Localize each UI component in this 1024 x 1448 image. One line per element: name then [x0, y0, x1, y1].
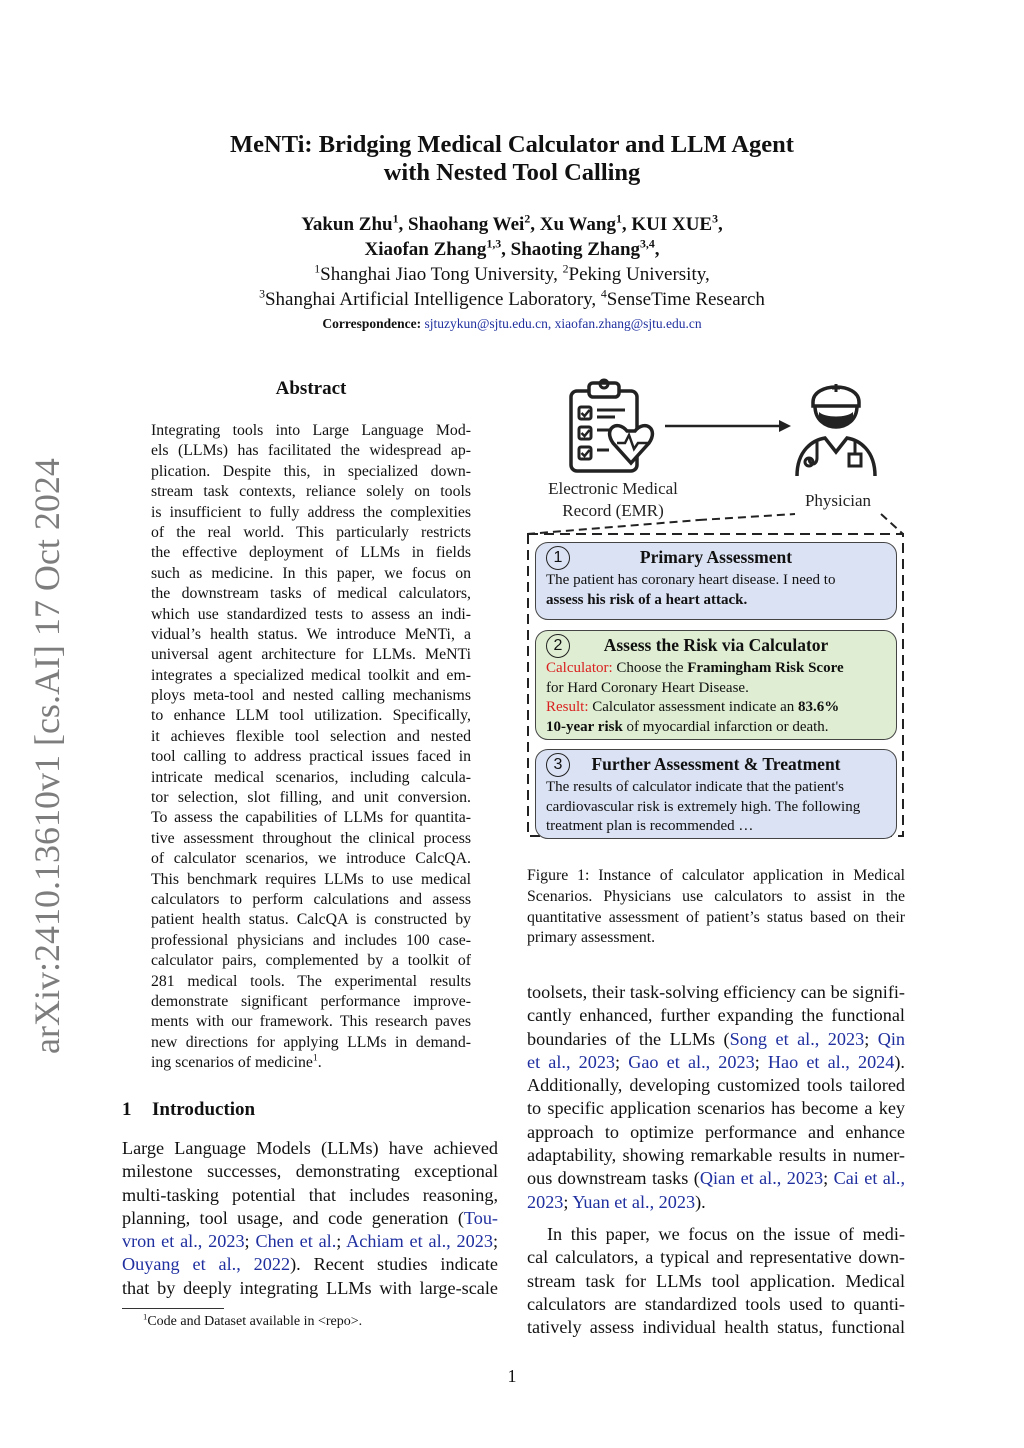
body-line: [527, 1167, 905, 1190]
body-line: cal calculators, a typical and representative down-: [527, 1247, 905, 1268]
card-result-line: [546, 698, 886, 718]
body-line: [122, 1207, 498, 1230]
step-number: 3: [546, 753, 570, 777]
body-line: [122, 1253, 498, 1276]
body-line: to specific application scenarios has become a key: [527, 1098, 905, 1119]
citation-link[interactable]: Gao et al., 2023: [628, 1051, 755, 1072]
body-line: milestone successes, demonstrating exceptional: [122, 1161, 498, 1182]
title-line-2: with Nested Tool Calling: [383, 159, 641, 186]
author-name: Xu Wang: [539, 214, 616, 235]
body-line: [527, 1191, 905, 1214]
physician-label: Physician: [804, 491, 872, 510]
author-name: Shaohang Wei: [408, 214, 525, 235]
abstract-line: ing scenarios of medicine$^1$.: [151, 1052, 322, 1072]
result-label: Result:: [546, 699, 589, 715]
card-text: The patient has coronary heart disease. I need to: [546, 572, 836, 588]
citation-link[interactable]: Achiam et al., 2023: [346, 1231, 493, 1252]
card-text-bold: Framingham Risk Score: [687, 660, 844, 676]
body-line: [122, 1230, 498, 1253]
abstract-line: professional physicians and includes 100 case-: [151, 931, 471, 949]
citation-link[interactable]: Qian et al., 2023: [699, 1168, 824, 1189]
abstract-line: To assess the capabilities of LLMs for quantita-: [151, 809, 471, 827]
calculator-risk-card: [535, 630, 897, 740]
abstract-line: stream task contexts, reliance solely on tools: [151, 483, 471, 501]
correspondence-label: Correspondence:: [322, 316, 422, 331]
card-text: for Hard Coronary Heart Disease.: [546, 679, 749, 696]
body-text: ;: [754, 1051, 768, 1072]
abstract-line: the effective deployment of LLMs in fields: [151, 544, 471, 562]
card-text: treatment plan is recommended …: [546, 818, 754, 834]
intro-right-column: [527, 981, 905, 1214]
abstract-line: 281 medical tools. The experimental results: [151, 972, 471, 990]
abstract-line: calculator pairs, complemented by a toolkit of: [151, 952, 471, 970]
body-line: cantly enhanced, further expanding the functional: [527, 1005, 905, 1026]
author-affil-sup: 1,3: [486, 237, 502, 251]
figure-caption: [527, 866, 905, 949]
step-number: 1: [546, 546, 570, 570]
paper-title: [0, 131, 1024, 187]
affiliation: Shanghai Jiao Tong University: [320, 264, 554, 285]
citation-link[interactable]: Song et al., 2023: [729, 1028, 865, 1049]
body-line: [527, 1028, 905, 1051]
citation-link[interactable]: Cai et al.,: [833, 1168, 905, 1189]
abstract-heading: Abstract: [275, 378, 347, 399]
body-text: ;: [336, 1231, 347, 1252]
card-title: Assess the Risk via Calculator: [603, 635, 829, 655]
card-text: Calculator assessment indicate an: [588, 699, 799, 715]
author-affil-sup: 2: [524, 212, 531, 226]
abstract-line: of calculator scenarios, we introduce CalcQA.: [151, 850, 471, 868]
abstract-line: such as medicine. In this paper, we focus on: [151, 564, 471, 582]
citation-link[interactable]: 2023: [527, 1191, 564, 1212]
abstract-line: new directions for applying LLMs in demand-: [151, 1033, 471, 1051]
card-title: Primary Assessment: [639, 547, 793, 567]
abstract-line: of the real world. This particularly restricts: [151, 523, 471, 541]
body-line: approach to optimize performance and enhance: [527, 1121, 905, 1142]
caption-line: primary assessment.: [527, 929, 656, 947]
citation-link[interactable]: Tou-: [463, 1207, 498, 1228]
body-line: [527, 1051, 905, 1074]
abstract-line: demonstrate significant performance improve-: [151, 992, 471, 1010]
body-text: ous downstream tasks (: [527, 1168, 700, 1189]
abstract-line: to enhance LLM tool utilization. Specifically,: [151, 707, 471, 725]
abstract-line: calculators to perform calculations and assess: [151, 890, 471, 908]
step-number: 2: [546, 634, 570, 658]
further-assessment-card: [535, 749, 897, 839]
title-line-1: MeNTi: Bridging Medical Calculator and LLM Agent: [230, 131, 794, 158]
card-text: of myocardial infarction or death.: [622, 718, 829, 735]
abstract-line: integrates a specialized medical toolkit and em-: [151, 666, 471, 684]
card-text: cardiovascular risk is extremely high. The following: [546, 798, 861, 815]
citation-link[interactable]: vron et al., 2023: [122, 1231, 245, 1252]
body-text: boundaries of the LLMs (: [527, 1028, 730, 1049]
footnote-text: Code and Dataset available in <repo>.: [147, 1314, 363, 1329]
correspondence-emails[interactable]: sjtuzykun@sjtu.edu.cn, xiaofan.zhang@sjtu.edu.cn: [424, 316, 702, 331]
card-title: Further Assessment & Treatment: [591, 754, 841, 774]
body-text: ).: [894, 1051, 905, 1072]
body-text: ).: [695, 1191, 706, 1212]
emr-label-line: Electronic Medical: [548, 479, 678, 498]
abstract-line: the downstream tasks of medical calculators,: [151, 585, 471, 603]
affiliation: SenseTime Research: [606, 289, 765, 310]
body-text: ;: [563, 1191, 573, 1212]
calculator-label: Calculator:: [546, 660, 613, 676]
body-line: adaptability, showing remarkable results in numer-: [527, 1145, 905, 1166]
correspondence: [0, 316, 1024, 332]
abstract-line: intricate medical scenarios, including calcula-: [151, 768, 471, 786]
author-affil-sup: 1: [615, 212, 622, 226]
author-affil-sup: 3,4: [640, 237, 655, 251]
body-line: stream task for LLMs tool application. Medical: [527, 1270, 905, 1291]
body-line: calculators are standardized tools used to quanti-: [527, 1293, 905, 1314]
abstract-line: patient health status. CalcQA is constructed by: [151, 911, 471, 929]
body-line: multi-tasking potential that includes reasoning,: [122, 1184, 498, 1205]
page-number: 1: [507, 1366, 517, 1386]
body-text: ). Recent studies indicate: [290, 1254, 498, 1275]
footnote-ref[interactable]: 1: [312, 1052, 318, 1064]
abstract-line: Integrating tools into Large Language Mod-: [151, 422, 471, 439]
card-text: The results of calculator indicate that the patient's: [546, 779, 845, 795]
affil-sup: 2: [562, 262, 569, 276]
abstract-body: [151, 421, 471, 1074]
author-name: Xiaofan Zhang: [364, 239, 487, 260]
caption-line: Scenarios. Physicians use calculators to assist in the: [527, 887, 905, 905]
citation-link[interactable]: Yuan et al., 2023: [572, 1191, 696, 1212]
body-line: tatively assess individual health status, functional: [527, 1317, 905, 1338]
citation-link[interactable]: Ouyang et al., 2022: [122, 1254, 291, 1275]
body-text: ;: [615, 1051, 629, 1072]
author-name: Yakun Zhu: [301, 214, 393, 235]
author-name: KUI XUE: [631, 214, 713, 235]
emr-label-line: Record (EMR): [562, 501, 664, 520]
body-line: Large Language Models (LLMs) have achieved: [122, 1138, 498, 1158]
card-text-bold: assess his risk of a heart attack.: [546, 591, 748, 608]
section-heading: [122, 1099, 255, 1121]
citation-link[interactable]: Hao et al., 2024: [767, 1051, 895, 1072]
citation-link[interactable]: Chen et al.: [255, 1231, 337, 1252]
author-name: Shaoting Zhang: [510, 239, 641, 260]
caption-line: quantitative assessment of patient’s status based on their: [527, 908, 905, 926]
abstract-line: it achieves flexible tool selection and nested: [151, 727, 471, 745]
abstract-line: universal agent architecture for LLMs. MeNTi: [151, 646, 471, 664]
affil-sup: 4: [600, 287, 607, 301]
figure-1: [527, 372, 907, 852]
body-text: ;: [823, 1168, 834, 1189]
section-number: 1: [122, 1099, 132, 1120]
abstract-line: plication. Despite this, in specialized down-: [151, 462, 471, 480]
card-text-bold: 10-year risk: [546, 718, 623, 735]
author-affil-sup: 1: [392, 212, 399, 226]
abstract-line: is insufficient to fully address the complexities: [151, 503, 471, 521]
author-list: Yakun Zhu$^1$, Shaohang Wei$^2$, Xu Wang$^1$, KUI XUE$^3$, Xiaofan Zhang$^{1,3}$, Shaoting Zhang$^{3,4}$,: [301, 212, 723, 260]
card-calculator-line: [546, 659, 886, 679]
affil-sup: 1: [314, 262, 321, 276]
abstract-line: This benchmark requires LLMs to use medical: [151, 870, 471, 888]
caption-line: Figure 1: Instance of calculator application in Medical: [527, 867, 905, 884]
arxiv-identifier: arXiv:2410.13610v1 [cs.AI] 17 Oct 2024: [27, 458, 67, 1054]
abstract-line: which use standardized tests to assess an indi-: [151, 605, 471, 623]
intro-left-column: [122, 1137, 498, 1300]
abstract-last-text: ing scenarios of medicine: [151, 1054, 313, 1072]
intro-right-paragraph-2: [527, 1223, 905, 1339]
body-text: ;: [864, 1028, 878, 1049]
body-line: toolsets, their task-solving efficiency can be signifi-: [527, 982, 905, 1002]
footnote: [143, 1311, 363, 1330]
citation-link[interactable]: et al., 2023: [527, 1051, 616, 1072]
abstract-line: ploys meta-tool and nested calling mechanisms: [151, 687, 471, 705]
body-text: ;: [244, 1231, 256, 1252]
body-line: In this paper, we focus on the issue of medi-: [547, 1224, 905, 1244]
section-title: Introduction: [152, 1099, 256, 1120]
body-text: planning, tool usage, and code generation (: [122, 1207, 464, 1228]
abstract-line: tor selection, slot filling, and unit conversion.: [151, 789, 471, 807]
body-line: Additionally, developing customized tools tailored: [527, 1075, 905, 1096]
affiliation: Peking University: [568, 264, 706, 285]
abstract-line: tool calling to address practical issues faced in: [151, 748, 471, 766]
body-line: that by deeply integrating LLMs with large-scale: [122, 1277, 498, 1298]
affiliation-list: $^1$Shanghai Jiao Tong University, $^2$Peking University, $^3$Shanghai Artificial Intelligence Laboratory, $^4$SenseTime Research: [259, 262, 765, 310]
abstract-line: vidual’s health status. We introduce MeNTi, a: [151, 625, 471, 643]
card-text-bold: 83.6%: [798, 699, 840, 715]
abstract-line: els (LLMs) has facilitated the widespread ap-: [151, 442, 471, 460]
abstract-line: ments with our framework. This research paves: [151, 1013, 471, 1031]
footnote-mark: 1: [143, 1311, 148, 1322]
author-affil-sup: 3: [712, 212, 718, 226]
footnote-divider: [122, 1308, 224, 1309]
abstract-line: tive assessment throughout the clinical process: [151, 829, 471, 847]
card-text: Choose the: [612, 660, 688, 676]
citation-link[interactable]: Qin: [877, 1028, 906, 1049]
body-text: ;: [492, 1231, 498, 1252]
affiliation: Shanghai Artificial Intelligence Laboratory: [264, 289, 592, 310]
primary-assessment-card: [535, 542, 897, 620]
card-result-line-2: [546, 718, 886, 738]
affil-sup: 3: [259, 287, 265, 301]
